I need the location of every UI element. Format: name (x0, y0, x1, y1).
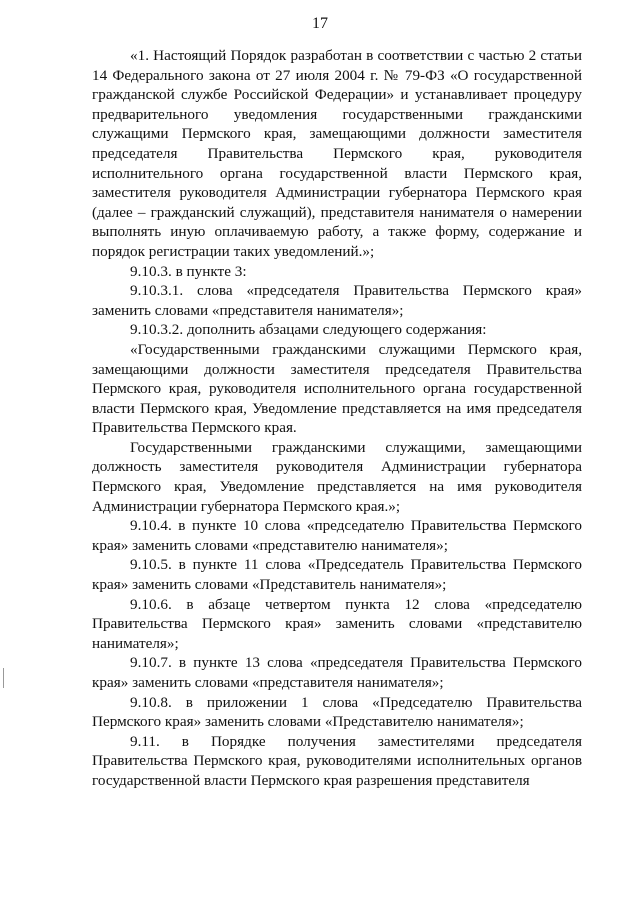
paragraph-added-1: «Государственными гражданскими служащими Пермского края, замещающими должности заместителя председателя Правительства Пермского края, руководителя исполнительного органа государственной власти Пермского края, Уведомление представляется на имя председателя Правительства Пермского края. (92, 340, 582, 437)
paragraph-9-10-5: 9.10.5. в пункте 11 слова «Председатель Правительства Пермского края» заменить словами «Представитель нанимателя»; (92, 556, 582, 594)
page-number: 17 (312, 15, 328, 32)
paragraph-9-11: 9.11. в Порядке получения заместителями председателя Правительства Пермского края, руководителями исполнительных органов государственной власти Пермского края разрешения представителя (92, 732, 582, 789)
document-body (92, 46, 582, 791)
paragraph-9-10-7: 9.10.7. в пункте 13 слова «председателя Правительства Пермского края» заменить словами «представителя нанимателя»; (92, 654, 582, 691)
paragraph-9-10-3: 9.10.3. в пункте 3: (130, 262, 247, 280)
paragraph-9-10-3-2: 9.10.3.2. дополнить абзацами следующего содержания: (130, 321, 487, 339)
paragraph-9-10-3-1: 9.10.3.1. слова «председателя Правительства Пермского края» заменить словами «представителя нанимателя»; (92, 282, 582, 319)
paragraph-added-2: Государственными гражданскими служащими, замещающими должность заместителя руководителя Администрации губернатора Пермского края, Уведомление представляется на имя руководителя Администрации губернатора Пермского края.»; (92, 438, 582, 515)
scan-edge-mark (3, 668, 4, 688)
paragraph-clause-1: «1. Настоящий Порядок разработан в соответствии с частью 2 статьи 14 Федерального закона от 27 июля 2004 г. № 79-ФЗ «О государственной гражданской службе Российской Федерации» и устанавливает процедуру предварительного уведомления государственными гражданскими служащими Пермского края, замещающими должности заместителя председателя Правительства Пермского края, руководителя исполнительного органа государственной власти Пермского края, заместителя руководителя Администрации губернатора Пермского края (далее – гражданский служащий), представителя нанимателя о намерении выполнять иную оплачиваемую работу, а также форму, содержание и порядок регистрации таких уведомлений.»; (92, 47, 582, 260)
paragraph-9-10-8: 9.10.8. в приложении 1 слова «Председателю Правительства Пермского края» заменить словами «Представителю нанимателя»; (92, 693, 582, 731)
paragraph-9-10-6: 9.10.6. в абзаце четвертом пункта 12 слова «председателю Правительства Пермского края» заменить словами «представителю нанимателя»; (92, 595, 582, 652)
paragraph-9-10-4: 9.10.4. в пункте 10 слова «председателю Правительства Пермского края» заменить словами «представителю нанимателя»; (92, 517, 582, 554)
